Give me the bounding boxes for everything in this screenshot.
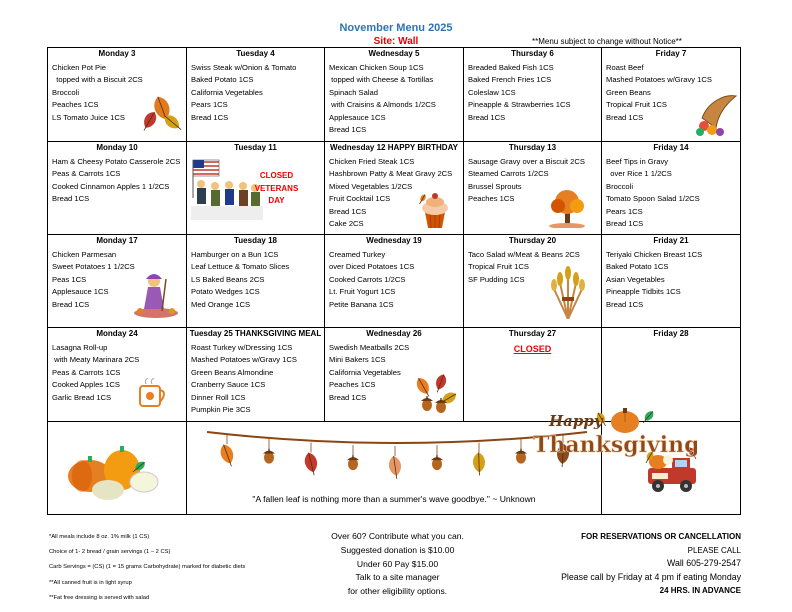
menu-item: Peaches 1CS (468, 194, 515, 204)
menu-item: Chicken Pot Pie (52, 63, 107, 72)
menu-item: Peaches 1CS (52, 100, 99, 110)
day-header: Friday 21 (653, 236, 689, 245)
menu-item: Green Beans Almondine (191, 367, 274, 377)
day-header: Wednesday 26 (366, 329, 422, 338)
menu-item: Cranberry Sauce 1CS (191, 380, 266, 390)
menu-items (187, 247, 324, 311)
menu-day-cell (325, 235, 464, 328)
day-header: Monday 10 (96, 143, 138, 152)
menu-day-cell (187, 235, 325, 328)
menu-item: Brussel Sprouts (468, 181, 522, 191)
menu-item: Garlic Bread 1CS (52, 392, 112, 402)
footer-note: **Fat free dressing is served with salad (49, 594, 150, 601)
menu-item: Baked French Fries 1CS (468, 75, 552, 85)
day-header: Tuesday 4 (236, 49, 275, 58)
menu-item: Mashed Potatoes w/Gravy 1CS (191, 355, 297, 365)
menu-item: Bread 1CS (606, 112, 644, 122)
menu-day-cell (325, 48, 464, 142)
menu-item: Pears 1CS (191, 100, 228, 110)
menu-item: Med Orange 1CS (191, 299, 251, 309)
day-header: Thursday 13 (508, 143, 557, 152)
menu-day-cell (602, 235, 741, 328)
menu-day-cell (187, 142, 325, 235)
menu-day-cell (187, 48, 325, 142)
menu-item: Fruit Cocktail 1CS (329, 194, 391, 204)
menu-item: California Vegetables (329, 367, 401, 377)
menu-item: Hashbrown Patty & Meat Gravy 2CS (329, 169, 453, 179)
menu-items (187, 154, 324, 156)
menu-day-cell (325, 142, 464, 235)
menu-day-cell (602, 48, 741, 142)
menu-item: Asian Vegetables (606, 274, 665, 284)
menu-item: Bread 1CS (329, 392, 367, 402)
menu-items (325, 60, 463, 136)
menu-title: November Menu 2025 (339, 22, 453, 34)
reservation-info (561, 530, 741, 598)
happy-word: Happy (549, 412, 603, 430)
day-header: Wednesday 12 HAPPY BIRTHDAY (330, 143, 458, 152)
day-header: Friday 7 (655, 49, 687, 58)
menu-item: Cake 2CS (329, 219, 364, 229)
menu-item: Pineapple & Strawberries 1CS (468, 100, 571, 110)
menu-items (602, 154, 740, 230)
menu-item: with Meaty Marinara 2CS (52, 355, 140, 365)
closed-notice-line: VETERANS (254, 183, 299, 193)
day-header: Thursday 20 (508, 236, 557, 245)
day-header: Friday 14 (653, 143, 689, 152)
menu-item: Spinach Salad (329, 87, 378, 97)
pumpkins-cell (48, 422, 187, 515)
menu-item: SF Pudding 1CS (468, 274, 525, 284)
menu-item: topped with a Biscuit 2CS (52, 75, 143, 85)
acorns-leaves-icon (409, 372, 459, 416)
menu-day-cell (48, 235, 187, 328)
menu-item: Bread 1CS (329, 206, 367, 216)
menu-item: LS Tomato Juice 1CS (52, 112, 125, 122)
day-header: Friday 28 (653, 329, 689, 338)
menu-item: Taco Salad w/Meat & Beans 2CS (468, 250, 580, 259)
menu-item: Steamed Carrots 1/2CS (468, 169, 549, 179)
menu-item: topped with Cheese & Tortillas (329, 75, 434, 85)
menu-item: Ham & Cheesy Potato Casserole 2CS (52, 157, 181, 166)
menu-item: Cooked Carrots 1/2CS (329, 274, 406, 284)
menu-item: Bread 1CS (329, 125, 367, 135)
menu-item: Cooked Cinnamon Apples 1 1/2CS (52, 181, 170, 191)
menu-item: Chicken Fried Steak 1CS (329, 157, 415, 166)
menu-item: Peas & Carrots 1CS (52, 367, 121, 377)
donation-info (300, 530, 495, 599)
reservation-deadline: Please call by Friday at 4 pm if eating Monday (561, 571, 741, 582)
menu-day-cell (48, 48, 187, 142)
menu-item: Bread 1CS (606, 219, 644, 229)
menu-item: Tomato Spoon Salad 1/2CS (606, 194, 700, 204)
menu-item: Roast Beef (606, 63, 644, 72)
menu-item: Peas 1CS (52, 274, 87, 284)
menu-item: Chicken Parmesan (52, 250, 117, 259)
menu-items (48, 154, 186, 206)
happy-thanksgiving-art (527, 408, 697, 468)
menu-item: Bread 1CS (52, 299, 90, 309)
menu-item: Creamed Turkey (329, 250, 386, 259)
menu-item: Beef Tips in Gravy (606, 157, 669, 166)
menu-item: Broccoli (52, 87, 80, 97)
menu-item: Sausage Gravy over a Biscuit 2CS (468, 157, 585, 166)
menu-item: Baked Potato 1CS (606, 262, 669, 272)
menu-item: Bread 1CS (191, 112, 229, 122)
menu-item: Tropical Fruit 1CS (606, 100, 667, 110)
menu-item: Swiss Steak w/Onion & Tomato (191, 63, 297, 72)
closed-notice-line: DAY (268, 196, 285, 205)
menu-item: California Vegetables (191, 87, 263, 97)
menu-item: Tropical Fruit 1CS (468, 262, 529, 272)
menu-day-cell (464, 235, 602, 328)
donation-line: for other eligibility options. (347, 586, 448, 597)
day-header: Thursday 6 (511, 49, 554, 58)
menu-week-row (48, 48, 741, 142)
menu-item: Peas & Carrots 1CS (52, 169, 121, 179)
donation-line: Under 60 Pay $15.00 (356, 558, 439, 569)
footer-note: *All meals include 8 oz. 1% milk (1 CS) (49, 534, 150, 540)
thanksgiving-word: Thanksgiving (533, 432, 697, 458)
site-name: Site: Wall (373, 36, 419, 47)
menu-items (325, 247, 463, 311)
footer-note: Choice of 1- 2 bread / grain servings (1 – 2 CS) (49, 549, 171, 556)
cornucopia-icon (694, 88, 738, 138)
reservation-phone: Wall 605-279-2547 (666, 558, 741, 569)
rake-leaves-girl-icon (132, 269, 180, 319)
menu-item: Applesauce 1CS (329, 112, 386, 122)
menu-item: Leaf Lettuce & Tomato Slices (191, 262, 290, 272)
menu-day-cell (325, 328, 464, 422)
day-header: Tuesday 11 (234, 143, 277, 152)
menu-week-row (48, 235, 741, 328)
veterans-closed-notice (249, 170, 304, 208)
menu-item: LS Baked Beans 2CS (191, 274, 265, 284)
menu-item: Sweet Potatoes 1 1/2CS (52, 262, 135, 272)
menu-item: Roast Turkey w/Dressing 1CS (191, 343, 293, 352)
reservation-title: FOR RESERVATIONS OR CANCELLATION (581, 532, 741, 541)
menu-item: Mixed Vegetables 1/2CS (329, 181, 413, 191)
day-header: Wednesday 19 (366, 236, 422, 245)
menu-item: Lasagna Roll-up (52, 343, 108, 352)
menu-item: Dinner Roll 1CS (191, 392, 246, 402)
birthday-cupcake-icon (417, 190, 453, 230)
day-header: Monday 17 (96, 236, 138, 245)
menu-item: Coleslaw 1CS (468, 87, 516, 97)
reservation-please: PLEASE CALL (687, 545, 741, 555)
pumpkins-illustration (62, 426, 162, 506)
menu-item: Mashed Potatoes w/Gravy 1CS (606, 75, 712, 85)
day-header: Tuesday 25 THANKSGIVING MEAL (189, 329, 322, 338)
menu-item: with Craisins & Almonds 1/2CS (329, 100, 436, 110)
menu-day-cell (464, 48, 602, 142)
menu-items (464, 340, 601, 342)
footer-note: Carb Servings = (CS) (1 = 15 grams Carbohydrate) marked for diabetic diets (49, 564, 246, 571)
autumn-tree-icon (546, 188, 590, 228)
menu-week-row (48, 142, 741, 235)
day-header: Wednesday 5 (368, 49, 420, 58)
footer-note: **All canned fruit is in light syrup (49, 579, 132, 586)
menu-item: Baked Potato 1CS (191, 75, 254, 85)
menu-item: over Diced Potatoes 1CS (329, 262, 415, 272)
donation-line: Talk to a site manager (355, 572, 440, 583)
menu-day-cell (48, 142, 187, 235)
menu-item: Potato Wedges 1CS (191, 287, 260, 297)
menu-day-cell (464, 142, 602, 235)
menu-item: Applesauce 1CS (52, 287, 109, 297)
menu-item: Teriyaki Chicken Breast 1CS (606, 250, 703, 259)
menu-day-cell (602, 142, 741, 235)
menu-item: Hamburger on a Bun 1CS (191, 250, 279, 259)
menu-item: Breaded Baked Fish 1CS (468, 63, 554, 72)
closed-notice-line: CLOSED (259, 171, 294, 180)
menu-day-cell (48, 328, 187, 422)
menu-item: Lt. Fruit Yogurt 1CS (329, 287, 396, 297)
footer-notes (49, 530, 245, 606)
happy-thanksgiving-graphic (527, 408, 697, 468)
menu-items (464, 60, 601, 124)
menu-item: Peaches 1CS (329, 380, 376, 390)
day-header: Thursday 27 (508, 329, 557, 338)
menu-item: Bread 1CS (52, 194, 90, 204)
menu-item: Bread 1CS (468, 112, 506, 122)
donation-line: Suggested donation is $10.00 (340, 544, 455, 555)
autumn-leaves-icon (140, 90, 184, 134)
menu-item: Pineapple Tidbits 1CS (606, 287, 681, 297)
menu-item: Bread 1CS (606, 299, 644, 309)
menu-item: Pears 1CS (606, 206, 643, 216)
day-header: Monday 3 (98, 49, 136, 58)
thanksgiving-closed-notice: CLOSED (513, 344, 552, 354)
reservation-advance: 24 HRS. IN ADVANCE (659, 586, 741, 596)
menu-item: over Rice 1 1/2CS (606, 169, 672, 179)
menu-item: Mexican Chicken Soup 1CS (329, 63, 424, 72)
menu-item: Broccoli (606, 181, 634, 191)
menu-items (187, 60, 324, 124)
donation-line: Over 60? Contribute what you can. (331, 531, 464, 541)
autumn-quote: "A fallen leaf is nothing more than a summer's wave goodbye." ~ Unknown (252, 494, 536, 504)
day-header: Tuesday 18 (234, 236, 277, 245)
wheat-sheaf-icon (550, 263, 586, 319)
day-header: Monday 24 (96, 329, 138, 338)
menu-items (602, 340, 740, 342)
hot-drink-mug-icon (134, 378, 170, 410)
menu-item: Mini Bakers 1CS (329, 355, 386, 365)
menu-item: Pumpkin Pie 3CS (191, 405, 251, 415)
menu-item: Petite Banana 1CS (329, 299, 394, 309)
menu-item: Green Beans (606, 87, 651, 97)
menu-items (602, 247, 740, 311)
menu-notice: **Menu subject to change without Notice** (532, 37, 682, 46)
menu-item: Cooked Apples 1CS (52, 380, 120, 390)
menu-items (187, 340, 324, 416)
menu-day-cell (187, 328, 325, 422)
menu-item: Swedish Meatballs 2CS (329, 343, 410, 352)
